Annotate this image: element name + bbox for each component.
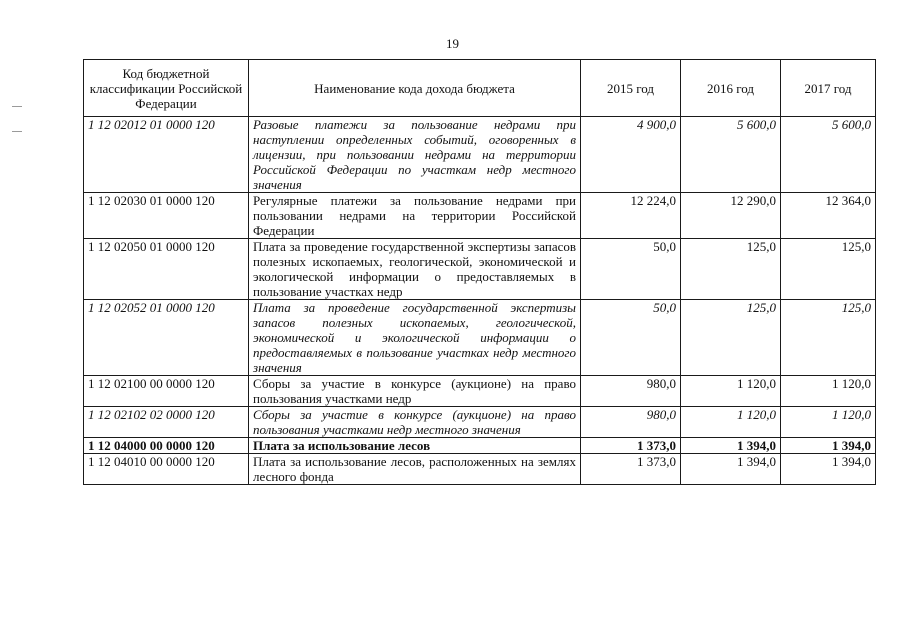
- cell-2017: 1 394,0: [781, 454, 876, 485]
- cell-2016: 125,0: [681, 239, 781, 300]
- cell-name: Сборы за участие в конкурсе (аукционе) на право пользования участками недр: [249, 376, 581, 407]
- table-row: [84, 438, 876, 454]
- header-2016: 2016 год: [681, 60, 781, 117]
- margin-mark: [12, 106, 22, 107]
- margin-mark: [12, 131, 22, 132]
- cell-2015: 4 900,0: [581, 117, 681, 193]
- cell-2015: 1 373,0: [581, 438, 681, 454]
- header-code: Код бюджетной классификации Российской Федерации: [84, 60, 249, 117]
- cell-name: Плата за проведение государственной экспертизы запасов полезных ископаемых, геологической, экономической и экологической информации о предоставляемых в пользование участках недр местного значения: [249, 300, 581, 376]
- cell-2016: 1 120,0: [681, 407, 781, 438]
- cell-name: Плата за проведение государственной экспертизы запасов полезных ископаемых, геологической, экономической и экологической информации о предоставляемых в пользование участках недр: [249, 239, 581, 300]
- cell-2015: 980,0: [581, 407, 681, 438]
- cell-code: 1 12 02050 01 0000 120: [84, 239, 249, 300]
- cell-code: 1 12 02030 01 0000 120: [84, 193, 249, 239]
- cell-2016: 1 394,0: [681, 454, 781, 485]
- cell-code: 1 12 02052 01 0000 120: [84, 300, 249, 376]
- cell-2017: 1 120,0: [781, 376, 876, 407]
- header-name: Наименование кода дохода бюджета: [249, 60, 581, 117]
- budget-income-table: [83, 59, 876, 485]
- cell-2015: 12 224,0: [581, 193, 681, 239]
- table-row: [84, 454, 876, 485]
- cell-2017: 12 364,0: [781, 193, 876, 239]
- cell-2015: 50,0: [581, 300, 681, 376]
- cell-2017: 125,0: [781, 239, 876, 300]
- cell-2016: 5 600,0: [681, 117, 781, 193]
- cell-2017: 5 600,0: [781, 117, 876, 193]
- header-2015: 2015 год: [581, 60, 681, 117]
- cell-2015: 1 373,0: [581, 454, 681, 485]
- cell-2017: 1 394,0: [781, 438, 876, 454]
- table-row: [84, 239, 876, 300]
- cell-name: Сборы за участие в конкурсе (аукционе) на право пользования участками недр местного значения: [249, 407, 581, 438]
- cell-2017: 1 120,0: [781, 407, 876, 438]
- cell-2016: 1 394,0: [681, 438, 781, 454]
- cell-2016: 12 290,0: [681, 193, 781, 239]
- table-row: [84, 407, 876, 438]
- cell-code: 1 12 02012 01 0000 120: [84, 117, 249, 193]
- table-row: [84, 300, 876, 376]
- cell-2017: 125,0: [781, 300, 876, 376]
- cell-code: 1 12 04000 00 0000 120: [84, 438, 249, 454]
- cell-2015: 50,0: [581, 239, 681, 300]
- cell-code: 1 12 02100 00 0000 120: [84, 376, 249, 407]
- cell-name: Плата за использование лесов, расположенных на землях лесного фонда: [249, 454, 581, 485]
- cell-2015: 980,0: [581, 376, 681, 407]
- cell-code: 1 12 02102 02 0000 120: [84, 407, 249, 438]
- table-row: [84, 117, 876, 193]
- cell-2016: 1 120,0: [681, 376, 781, 407]
- cell-code: 1 12 04010 00 0000 120: [84, 454, 249, 485]
- cell-name: Регулярные платежи за пользование недрами при пользовании недрами на территории Российской Федерации: [249, 193, 581, 239]
- cell-name: Разовые платежи за пользование недрами при наступлении определенных событий, оговоренных в лицензии, при пользовании недрами на территории Российской Федерации по участкам недр местного значения: [249, 117, 581, 193]
- table-row: [84, 193, 876, 239]
- header-2017: 2017 год: [781, 60, 876, 117]
- page-number: 19: [446, 36, 459, 51]
- cell-2016: 125,0: [681, 300, 781, 376]
- table-row: [84, 376, 876, 407]
- cell-name: Плата за использование лесов: [249, 438, 581, 454]
- table-header-row: [84, 60, 876, 117]
